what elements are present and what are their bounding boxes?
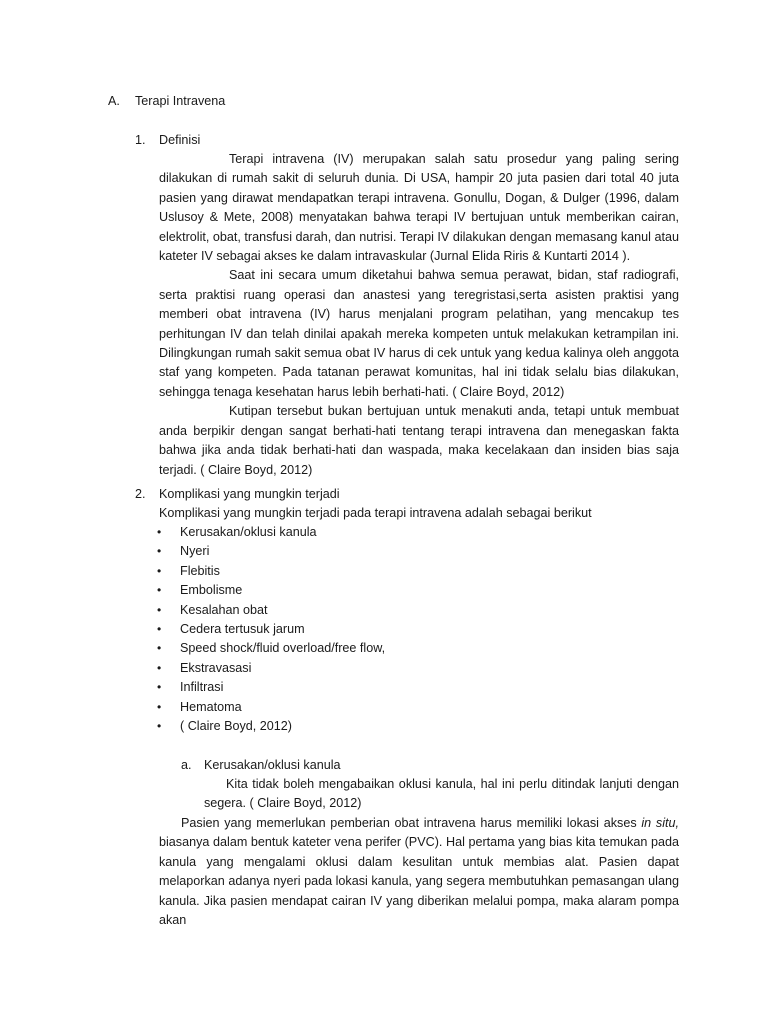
bullet-icon: • bbox=[157, 718, 162, 733]
list-item-label: Nyeri bbox=[180, 544, 210, 559]
list-item bbox=[157, 562, 385, 581]
bullet-icon: • bbox=[157, 525, 162, 539]
bullet-icon: • bbox=[157, 583, 162, 598]
definition-paragraph-3: Kutipan tersebut bukan bertujuan untuk menakuti anda, tetapi untuk membuat anda berpikir dengan sangat berhati-hati tentang terapi intravena dan menegaskan fakta bahwa jika anda tidak berhati-hati dan waspada, maka kecelakaan dan insiden bias saja terjadi. ( Claire Boyd, 2012) bbox=[159, 404, 679, 477]
list-item-label: Ekstravasasi bbox=[180, 660, 252, 675]
list-item bbox=[157, 678, 385, 697]
final-paragraph-text-2: biasanya dalam bentuk kateter vena perifer (PVC). Hal pertama yang bias kita temukan pada kanula yang mengalami oklusi dalam kesulitan untuk membias alat. Pasien dapat melaporkan adanya nyeri pada lokasi kanula, yang segera membutuhkan pemasangan ulang kanula. Jika pasien mendapat cairan IV yang diberikan melalui pompa, maka alaram pompa akan bbox=[159, 835, 679, 928]
list-item bbox=[157, 698, 385, 717]
bullet-icon: • bbox=[157, 544, 162, 559]
bullet-icon: • bbox=[157, 602, 162, 617]
definition-paragraph-1: Terapi intravena (IV) merupakan salah satu prosedur yang paling sering dilakukan di rumah sakit di seluruh dunia. Di USA, hampir 20 juta pasien dari total 40 juta pasien yang dirawat mendapatkan terapi intravena. Gonullu, Dogan, & Dulger (1996, dalam Uslusoy & Mete, 2008) menyatakan bahwa terapi IV bertujuan untuk memberikan cairan, elektrolit, obat, transfusi darah, dan nutrisi. Terapi IV dilakukan dengan memasang kanul atau kateter IV sebagai akses ke dalam intravaskular (Jurnal Elida Riris & Kuntarti 2014 ). bbox=[159, 152, 679, 264]
bullet-icon: • bbox=[157, 699, 162, 714]
list-item-label: Infiltrasi bbox=[180, 680, 224, 695]
list-item bbox=[157, 620, 385, 639]
item-2-marker: 2. bbox=[135, 487, 146, 501]
list-item bbox=[157, 581, 385, 600]
item-1-title: Definisi bbox=[159, 133, 201, 147]
section-a-title: Terapi Intravena bbox=[135, 94, 226, 108]
bullet-icon: • bbox=[157, 641, 162, 656]
definition-body bbox=[159, 150, 679, 480]
list-item-label: ( Claire Boyd, 2012) bbox=[180, 718, 292, 733]
bullet-icon: • bbox=[157, 621, 162, 636]
sub-a-title: Kerusakan/oklusi kanula bbox=[204, 758, 341, 772]
list-item bbox=[157, 542, 385, 561]
list-item-label: Kerusakan/oklusi kanula bbox=[180, 525, 317, 539]
item-2-intro: Komplikasi yang mungkin terjadi pada terapi intravena adalah sebagai berikut bbox=[159, 506, 592, 520]
list-item-label: Speed shock/fluid overload/free flow, bbox=[180, 641, 386, 656]
list-item-label: Kesalahan obat bbox=[180, 602, 268, 617]
final-paragraph-text-1: Pasien yang memerlukan pemberian obat intravena harus memiliki lokasi akses bbox=[181, 816, 642, 830]
list-item bbox=[157, 717, 385, 736]
list-item-label: Embolisme bbox=[180, 583, 243, 598]
final-body bbox=[159, 814, 679, 930]
bullet-icon: • bbox=[157, 660, 162, 675]
section-a-marker: A. bbox=[108, 94, 120, 108]
list-item bbox=[157, 659, 385, 678]
item-2-title: Komplikasi yang mungkin terjadi bbox=[159, 487, 340, 501]
final-paragraph bbox=[159, 814, 679, 930]
list-item-label: Cedera tertusuk jarum bbox=[180, 621, 305, 636]
complication-list bbox=[157, 523, 385, 736]
bullet-icon: • bbox=[157, 680, 162, 695]
list-item bbox=[157, 523, 385, 542]
final-paragraph-italic: in situ, bbox=[641, 816, 679, 830]
list-item bbox=[157, 639, 385, 658]
list-item bbox=[157, 601, 385, 620]
definition-paragraph-2: Saat ini secara umum diketahui bahwa semua perawat, bidan, staf radiografi, serta praktisi ruang operasi dan anastesi yang teregristasi,serta asisten praktisi yang memberi obat intravena (IV) harus menjalani program pelatihan, yang mencakup tes perhitungan IV dan telah dinilai apakah mereka kompeten untuk melakukan ketrampilan ini. Dilingkungan rumah sakit semua obat IV harus di cek untuk yang kedua kalinya oleh anggota staf yang kompeten. Pada tatanan perawat komunitas, hal ini tidak selalu bias dilakukan, sehingga tenaga kesehatan harus lebih berhati-hati. ( Claire Boyd, 2012) bbox=[159, 268, 679, 399]
list-item-label: Hematoma bbox=[180, 699, 242, 714]
sub-a-body bbox=[204, 775, 679, 814]
item-1-marker: 1. bbox=[135, 133, 146, 147]
list-item-label: Flebitis bbox=[180, 563, 220, 578]
bullet-icon: • bbox=[157, 563, 162, 578]
sub-a-paragraph: Kita tidak boleh mengabaikan oklusi kanula, hal ini perlu ditindak lanjuti dengan segera. ( Claire Boyd, 2012) bbox=[204, 777, 679, 811]
sub-a-marker: a. bbox=[181, 758, 192, 772]
